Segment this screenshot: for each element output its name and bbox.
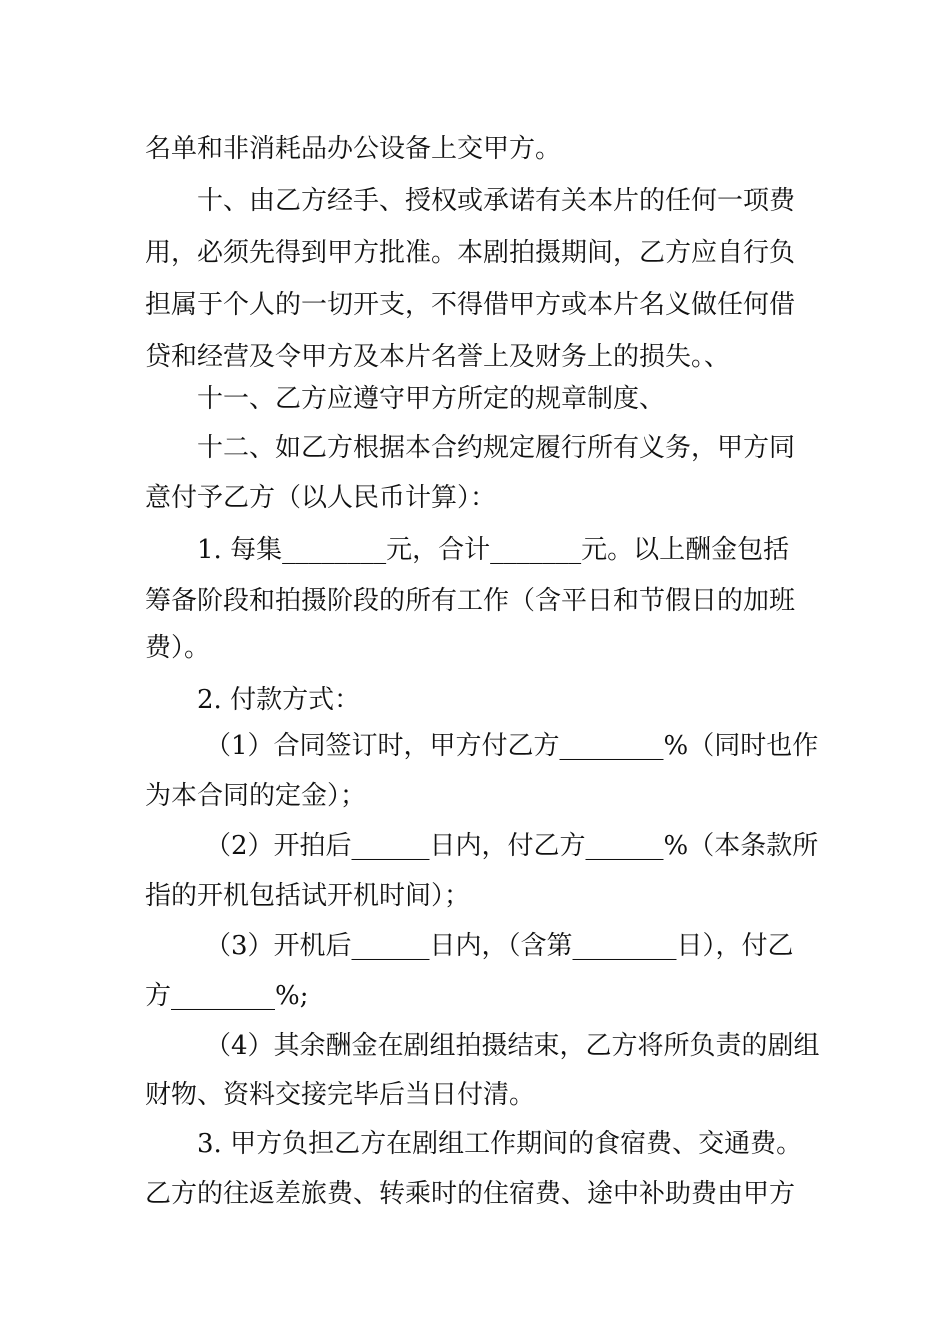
text-line: 十二、如乙方根据本合约规定履行所有义务，甲方同	[197, 433, 796, 463]
text-line: 名单和非消耗品办公设备上交甲方。	[145, 134, 562, 164]
text-line: 筹备阶段和拍摄阶段的所有工作（含平日和节假日的加班	[145, 586, 796, 616]
text-line: 为本合同的定金）；	[145, 781, 367, 811]
text-line: （3）开机后______日内，（含第________日），付乙	[205, 931, 794, 961]
text-line: 指的开机包括试开机时间）；	[145, 881, 471, 911]
text-line: 2. 付款方式：	[197, 685, 361, 715]
text-line: 方________%;	[145, 981, 309, 1011]
text-line: 乙方的往返差旅费、转乘时的住宿费、途中补助费由甲方	[145, 1179, 796, 1209]
text-line: （1）合同签订时，甲方付乙方________%（同时也作	[205, 731, 819, 761]
text-line: 1. 每集________元，合计_______元。以上酬金包括	[197, 535, 790, 565]
text-line: 担属于个人的一切开支，不得借甲方或本片名义做任何借	[145, 290, 796, 320]
text-line: 贷和经营及令甲方及本片名誉上及财务上的损失。、	[145, 342, 731, 372]
text-line: 十一、乙方应遵守甲方所定的规章制度、	[197, 384, 666, 414]
text-line: 十、由乙方经手、授权或承诺有关本片的任何一项费	[197, 186, 796, 216]
text-line: 意付予乙方（以人民币计算）：	[145, 483, 497, 513]
text-line: （4）其余酬金在剧组拍摄结束，乙方将所负责的剧组	[205, 1031, 820, 1061]
text-line: 费）。	[145, 633, 211, 663]
text-line: （2）开拍后______日内，付乙方______%（本条款所	[205, 831, 819, 861]
text-line: 3. 甲方负担乙方在剧组工作期间的食宿费、交通费。	[197, 1129, 803, 1159]
text-line: 财物、资料交接完毕后当日付清。	[145, 1080, 536, 1110]
text-line: 用，必须先得到甲方批准。本剧拍摄期间，乙方应自行负	[145, 238, 796, 268]
